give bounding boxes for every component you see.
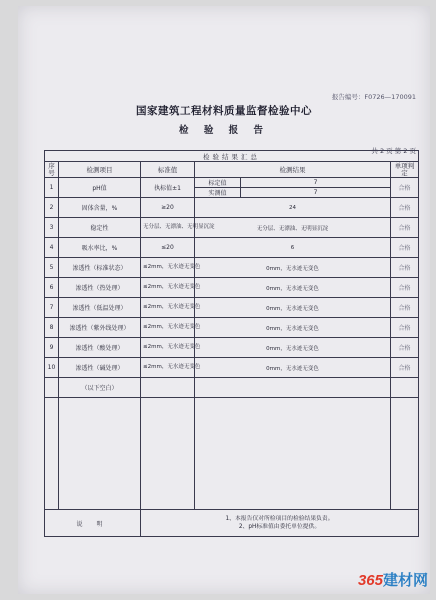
row-no: 7	[45, 298, 59, 318]
row-item: 固体含量，%	[59, 198, 141, 218]
row-standard: 执标值±1	[141, 178, 195, 198]
row-result: 0mm，无水迹无变色	[195, 298, 391, 318]
header-no: 序号	[45, 162, 59, 178]
table-row	[45, 278, 419, 298]
row-result: 无分层、无漂油、无明显沉淀	[195, 218, 391, 238]
row-result: 0mm，无水迹无变色	[195, 338, 391, 358]
row-result: 0mm，无水迹无变色	[195, 358, 391, 378]
row-standard: ≤2mm，无水迹无变色	[141, 318, 195, 338]
row-judgment: 合格	[391, 338, 419, 358]
row-judgment: 合格	[391, 218, 419, 238]
row-item: pH值	[59, 178, 141, 198]
row-item: 渗透性（碱处理）	[59, 358, 141, 378]
row-result: 0mm，无水迹无变色	[195, 318, 391, 338]
watermark-logo	[358, 569, 428, 590]
row-judgment: 合格	[391, 238, 419, 258]
header-judgment: 单项判定	[391, 162, 419, 178]
table-row	[45, 318, 419, 338]
summary-title: 检验结果汇总	[45, 151, 419, 162]
row-judgment: 合格	[391, 278, 419, 298]
row-standard: ≤2mm，无水迹无变色	[141, 338, 195, 358]
row-item: 吸水率比，%	[59, 238, 141, 258]
table-row	[45, 178, 419, 188]
notes-label: 说 明	[45, 510, 141, 537]
page-indicator: 共 2 页 第 2 页	[371, 147, 416, 155]
watermark-text: 建材网	[382, 572, 428, 589]
watermark-number: 365	[357, 572, 383, 589]
report-number: 报告编号：F0726—170091	[331, 93, 416, 101]
row-standard: ≤2mm，无水迹无变色	[141, 358, 195, 378]
table-row	[45, 198, 419, 218]
header-standard: 标准值	[141, 162, 195, 178]
table-row	[45, 258, 419, 278]
row-result: 6	[195, 238, 391, 258]
sub-label: 实测值	[195, 188, 241, 198]
row-judgment: 合格	[391, 358, 419, 378]
blank-placeholder: （以下空白）	[59, 378, 141, 398]
row-item: 渗透性（热处理）	[59, 278, 141, 298]
table-row	[45, 238, 419, 258]
row-no: 6	[45, 278, 59, 298]
table-row	[45, 298, 419, 318]
row-standard: 无分层、无漂油、无明显沉淀	[141, 218, 195, 238]
row-result: 0mm，无水迹无变色	[195, 278, 391, 298]
header-item: 检测项目	[59, 162, 141, 178]
row-no: 9	[45, 338, 59, 358]
table-row	[45, 218, 419, 238]
sub-value: 7	[241, 178, 391, 188]
row-item: 渗透性（标准状态）	[59, 258, 141, 278]
note-line: 2、pH标准值由委托单位提供。	[238, 524, 321, 530]
row-no: 3	[45, 218, 59, 238]
row-judgment: 合格	[391, 198, 419, 218]
row-judgment: 合格	[391, 178, 419, 198]
row-item: 稳定性	[59, 218, 141, 238]
notes	[141, 510, 419, 537]
results-table	[44, 150, 419, 537]
row-item: 渗透性（低温处理）	[59, 298, 141, 318]
row-standard: ≥20	[141, 198, 195, 218]
row-result: 0mm，无水迹无变色	[195, 258, 391, 278]
row-no: 10	[45, 358, 59, 378]
sub-label: 标定值	[195, 178, 241, 188]
row-standard: ≤2mm，无水迹无变色	[141, 298, 195, 318]
header-result: 检测结果	[195, 162, 391, 178]
report-title: 检 验 报 告	[179, 125, 269, 136]
row-item: 渗透性（酸处理）	[59, 338, 141, 358]
sub-value: 7	[241, 188, 391, 198]
row-judgment: 合格	[391, 298, 419, 318]
row-judgment: 合格	[391, 318, 419, 338]
row-item: 渗透性（紫外线处理）	[59, 318, 141, 338]
row-no: 2	[45, 198, 59, 218]
row-no: 5	[45, 258, 59, 278]
table-row	[45, 338, 419, 358]
table-row	[45, 358, 419, 378]
center-title: 国家建筑工程材料质量监督检验中心	[136, 105, 312, 117]
row-result: 24	[195, 198, 391, 218]
row-no: 4	[45, 238, 59, 258]
row-judgment: 合格	[391, 258, 419, 278]
note-line: 1、本报告仅对所检项目的检验结果负责。	[225, 516, 334, 522]
row-standard: ≤2mm，无水迹无变色	[141, 258, 195, 278]
row-standard: ≤2mm，无水迹无变色	[141, 278, 195, 298]
table-row	[45, 378, 419, 398]
row-no: 1	[45, 178, 59, 198]
row-standard: ≤20	[141, 238, 195, 258]
row-no: 8	[45, 318, 59, 338]
